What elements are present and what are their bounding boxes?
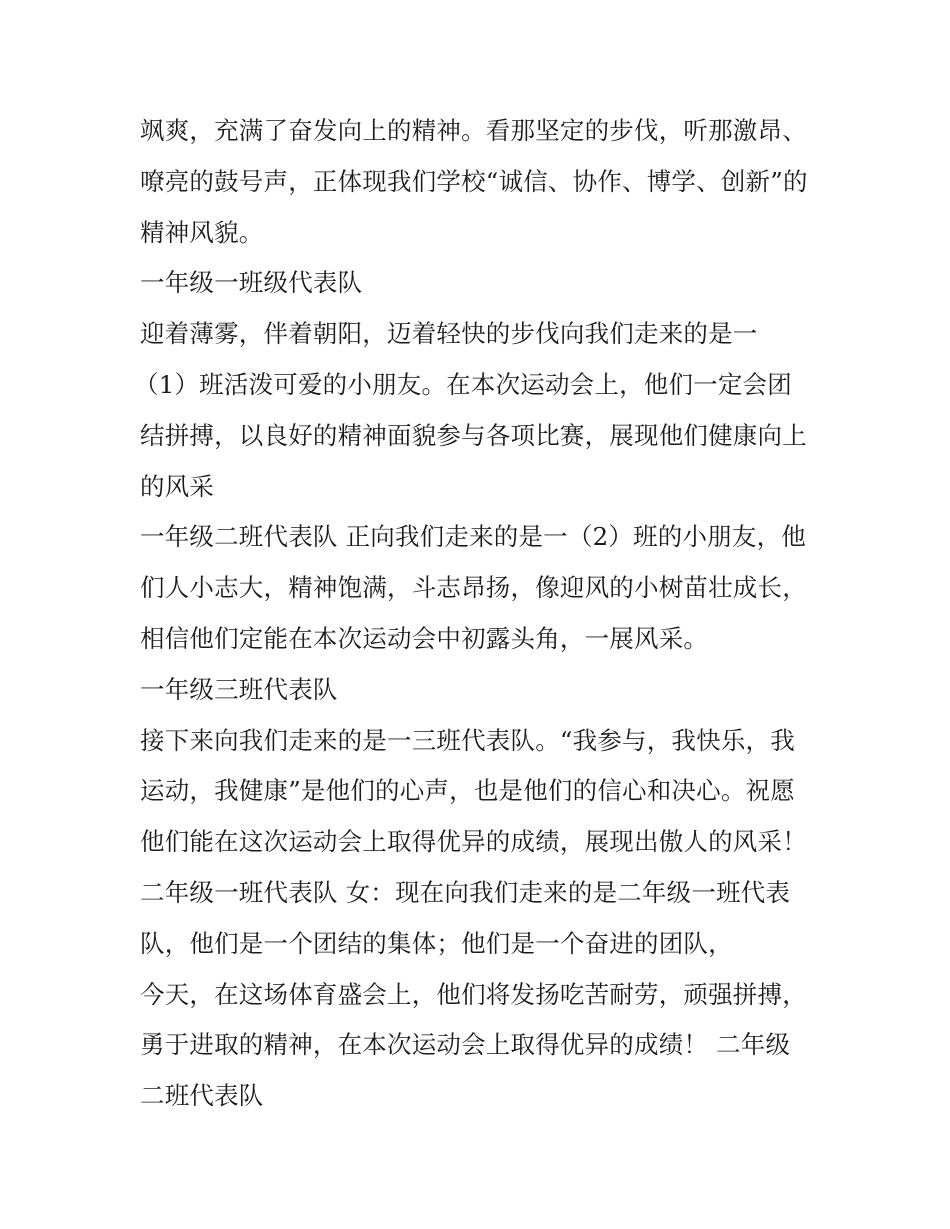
text-line: 接下来向我们走来的是一三班代表队。“我参与，我快乐，我 (140, 725, 795, 755)
text-line: 队，他们是一个团结的集体；他们是一个奋进的团队， (140, 928, 733, 958)
text-line: 二班代表队 (140, 1081, 264, 1111)
text-line: 运动，我健康”是他们的心声，也是他们的信心和决心。祝愿 (140, 776, 795, 806)
section-heading: 一年级三班代表队 (140, 674, 338, 704)
text-line: 迎着薄雾，伴着朝阳，迈着轻快的步伐向我们走来的是一 (140, 319, 758, 349)
text-line: 的风采 (140, 471, 215, 501)
text-line: 精神风貌。 (140, 217, 264, 247)
document-body (134, 106, 820, 1122)
text-line: 们人小志大，精神饱满，斗志昂扬，像迎风的小树苗壮成长， (140, 573, 807, 603)
text-line: 一年级二班代表队 正向我们走来的是一（2）班的小朋友，他 (140, 522, 806, 552)
text-line: 结拼搏，以良好的精神面貌参与各项比赛，展现他们健康向上 (140, 420, 807, 450)
text-line: 他们能在这次运动会上取得优异的成绩，展现出傲人的风采！ (140, 827, 807, 857)
text-line: （1）班活泼可爱的小朋友。在本次运动会上，他们一定会团 (134, 369, 792, 399)
text-line: 嘹亮的鼓号声，正体现我们学校“诚信、协作、博学、创新”的 (140, 166, 808, 196)
text-line: 二年级一班代表队 女：现在向我们走来的是二年级一班代表 (140, 877, 791, 907)
text-line: 飒爽，充满了奋发向上的精神。看那坚定的步伐，听那激昂、 (140, 116, 807, 145)
text-line: 勇于进取的精神，在本次运动会上取得优异的成绩！ 二年级 (140, 1030, 791, 1060)
text-line: 今天，在这场体育盛会上，他们将发扬吃苦耐劳，顽强拼搏， (140, 979, 807, 1009)
section-heading: 一年级一班级代表队 (140, 268, 363, 298)
text-line: 相信他们定能在本次运动会中初露头角，一展风采。 (140, 623, 709, 653)
